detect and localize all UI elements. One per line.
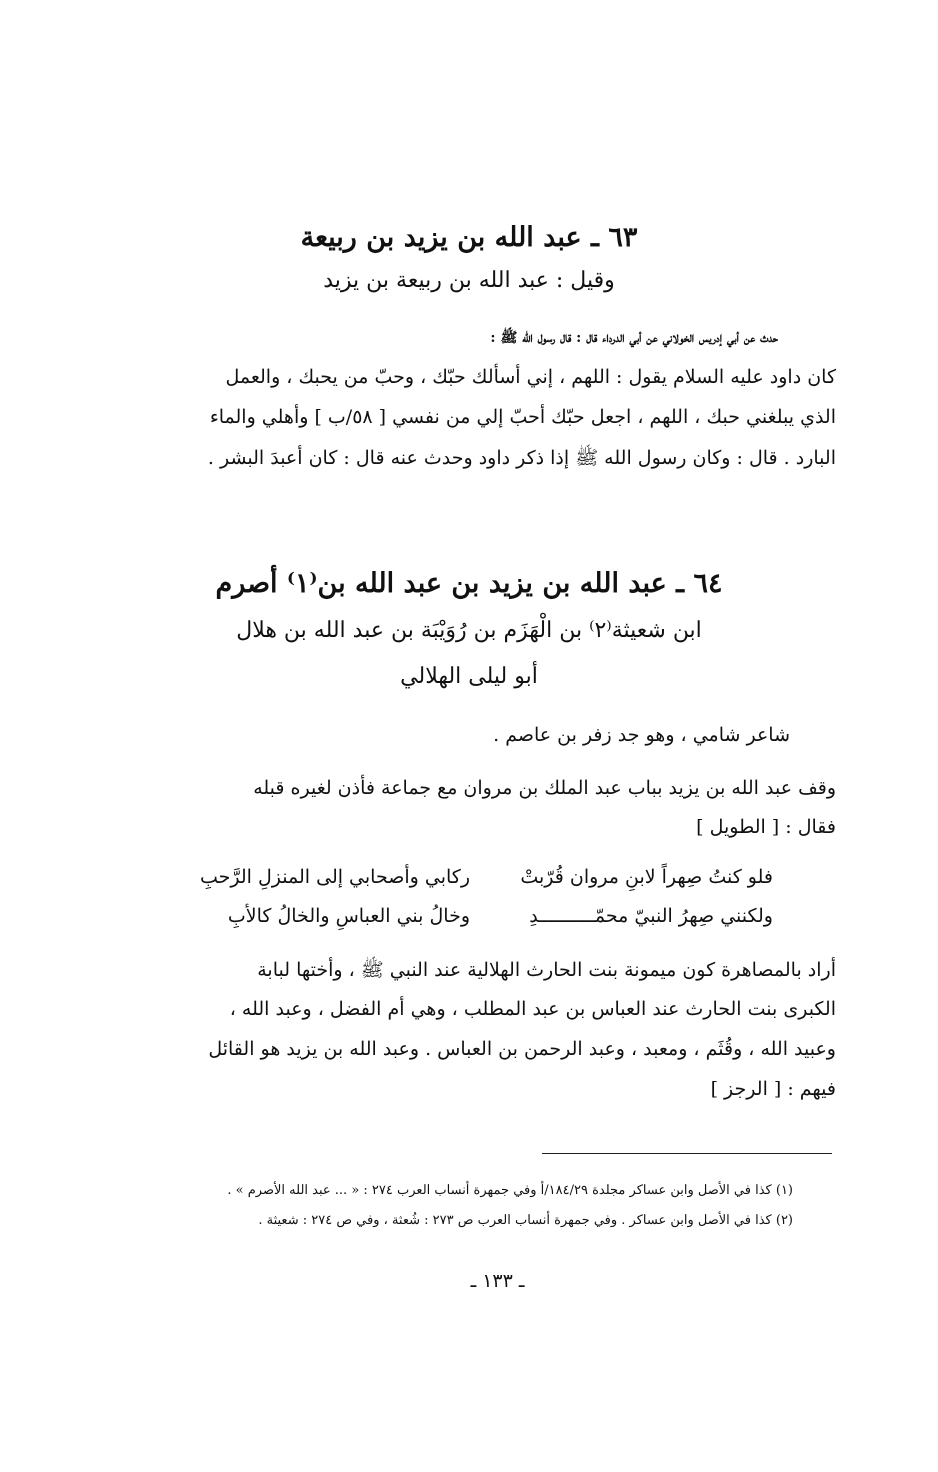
entry-64-para1-line-2: فقال : [ الطويل ]: [696, 816, 836, 838]
entry-63-alt-name: وقيل : عبد الله بن ربيعة بن يزيد: [323, 268, 615, 293]
poem-line-1-first-hemistich: فلو كنتُ صِهراً لابنِ مروان قُرّبتْ: [520, 866, 773, 888]
footnote-2: (٢) كذا في الأصل وابن عساكر . وفي جمهرة أنساب العرب ص ٢٧٣ : شُعثة ، وفي ص ٢٧٤ : شعيثة .: [258, 1213, 793, 1228]
entry-63-text-line-2: الذي يبلغني حبك ، اللهم ، اجعل حبّك أحبّ إلي من نفسي [ ٥٨/ب ] وأهلي والماء: [209, 406, 836, 428]
footnote-separator: [542, 1153, 832, 1154]
entry-64-lineage-2: أبو ليلى الهلالي: [400, 664, 538, 689]
entry-64-para1-line-1: وقف عبد الله بن يزيد بباب عبد الملك بن مروان مع جماعة فأذن لغيره قبله: [253, 777, 836, 799]
entry-64-para2-line-1: أراد بالمصاهرة كون ميمونة بنت الحارث الهلالية عند النبي ﷺ ، وأختها لبابة: [257, 959, 836, 981]
page-number: ـ ١٣٣ ـ: [470, 1270, 525, 1292]
entry-64-para2-line-3: وعبيد الله ، وقُثَم ، ومعبد ، وعبد الرحمن بن العباس . وعبد الله بن يزيد هو القائل: [208, 1038, 836, 1060]
entry-64-title: ٦٤ ـ عبد الله بن يزيد بن عبد الله بن⁽١⁾ أصرم: [215, 568, 723, 599]
entry-64-para2-line-2: الكبرى بنت الحارث عند العباس بن عبد المطلب ، وهي أم الفضل ، وعبد الله ،: [229, 998, 836, 1020]
entry-63-text-line-3: البارد . قال : وكان رسول الله ﷺ إذا ذكر داود وحدث عنه قال : كان أعبدَ البشر .: [207, 447, 836, 469]
entry-63-title: ٦٣ ـ عبد الله بن يزيد بن ربيعة: [300, 222, 638, 253]
entry-63-isnad: حدث عن أبي إدريس الخولاني عن أبي الدرداء قال : قال رسول الله ﷺ :: [490, 330, 778, 346]
entry-64-lineage-1: ابن شعيثة⁽٢⁾ بن الْهَزَم بن رُوَيْبَة بن عبد الله بن هلال: [236, 618, 702, 643]
poem-line-2-first-hemistich: ولكنني صِهرُ النبيّ محمّــــــــــدِ: [529, 905, 773, 927]
entry-63-text-line-1: كان داود عليه السلام يقول : اللهم ، إني أسألك حبّك ، وحبّ من يحبك ، والعمل: [225, 366, 836, 388]
entry-64-para2-line-4: فيهم : [ الرجز ]: [710, 1078, 836, 1100]
entry-64-intro: شاعر شامي ، وهو جد زفر بن عاصم .: [493, 724, 790, 746]
poem-line-2-second-hemistich: وخالُ بني العباسِ والخالُ كالأبِ: [227, 905, 470, 927]
footnote-1: (١) كذا في الأصل وابن عساكر مجلدة ١٨٤/٢٩/أ وفي جمهرة أنساب العرب ٢٧٤ : « ... عبد الله الأصرم » .: [227, 1183, 793, 1198]
poem-line-1-second-hemistich: ركابي وأصحابي إلى المنزلِ الرَّحبِ: [200, 866, 470, 888]
